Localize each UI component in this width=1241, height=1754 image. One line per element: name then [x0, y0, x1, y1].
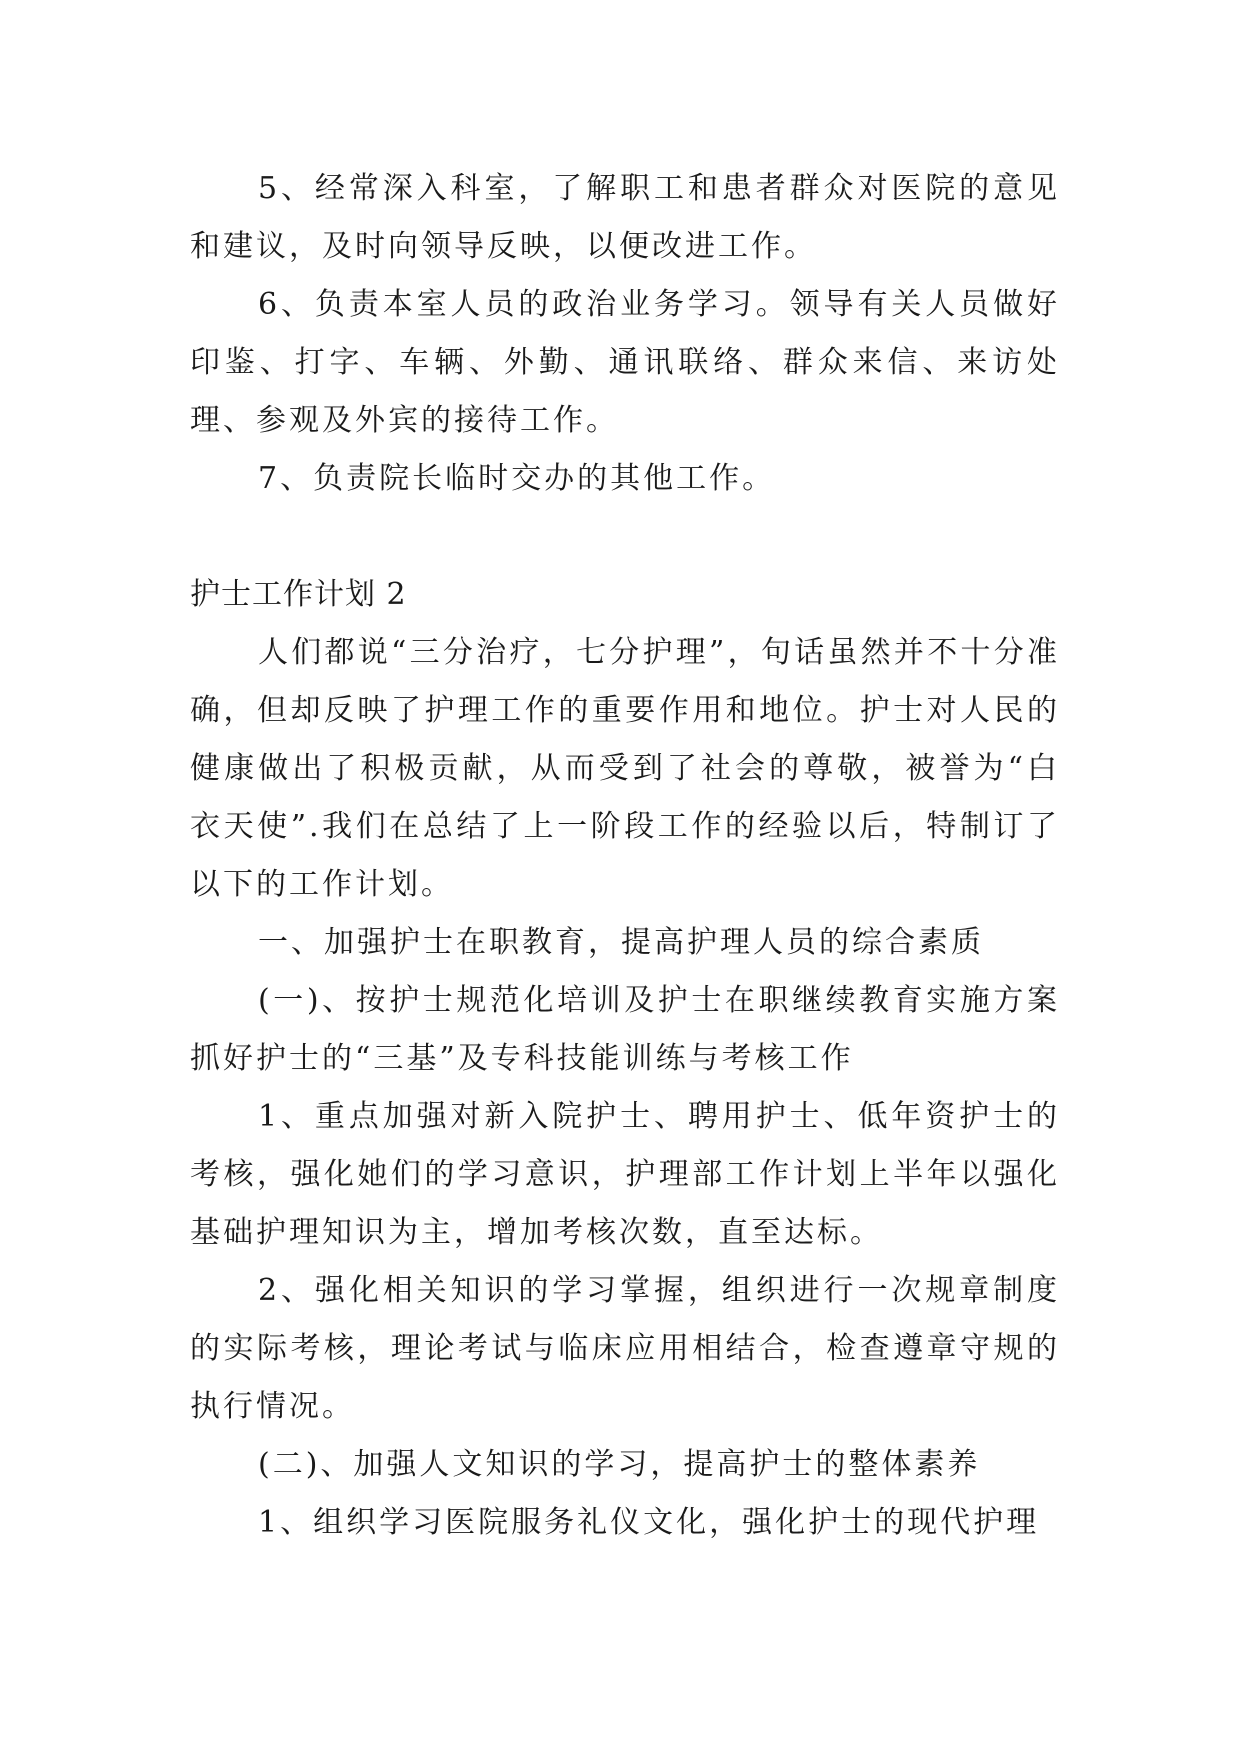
paragraph-sub-1-item-2: 2、强化相关知识的学习掌握，组织进行一次规章制度的实际考核，理论考试与临床应用相结合，检查遵章守规的执行情况。: [190, 1273, 1060, 1424]
paragraph-sub-2-item-1: 1、组织学习医院服务礼仪文化，强化护士的现代护理: [258, 1505, 1040, 1540]
paragraph-sub-1: (一)、按护士规范化培训及护士在职继续教育实施方案抓好护士的“三基”及专科技能训练与考核工作: [190, 983, 1060, 1076]
paragraph-point-1: 一、加强护士在职教育，提高护理人员的综合素质: [258, 925, 984, 960]
paragraph-sub-1-item-1: 1、重点加强对新入院护士、聘用护士、低年资护士的考核，强化她们的学习意识，护理部工作计划上半年以强化基础护理知识为主，增加考核次数，直至达标。: [190, 1099, 1060, 1250]
paragraph-item-7: 7、负责院长临时交办的其他工作。: [258, 461, 776, 496]
document-body: [190, 160, 1060, 1552]
paragraph-intro: 人们都说“三分治疗，七分护理”，句话虽然并不十分准确，但却反映了护理工作的重要作用和地位。护士对人民的健康做出了积极贡献，从而受到了社会的尊敬，被誉为“白衣天使”.我们在总结了上一阶段工作的经验以后，特制订了以下的工作计划。: [190, 635, 1060, 902]
section-title: 护士工作计划 2: [190, 577, 407, 612]
paragraph-item-5: 5、经常深入科室，了解职工和患者群众对医院的意见和建议，及时向领导反映，以便改进工作。: [190, 171, 1060, 264]
paragraph-sub-2: (二)、加强人文知识的学习，提高护士的整体素养: [258, 1447, 981, 1482]
paragraph-item-6: 6、负责本室人员的政治业务学习。领导有关人员做好印鉴、打字、车辆、外勤、通讯联络、群众来信、来访处理、参观及外宾的接待工作。: [190, 287, 1060, 438]
